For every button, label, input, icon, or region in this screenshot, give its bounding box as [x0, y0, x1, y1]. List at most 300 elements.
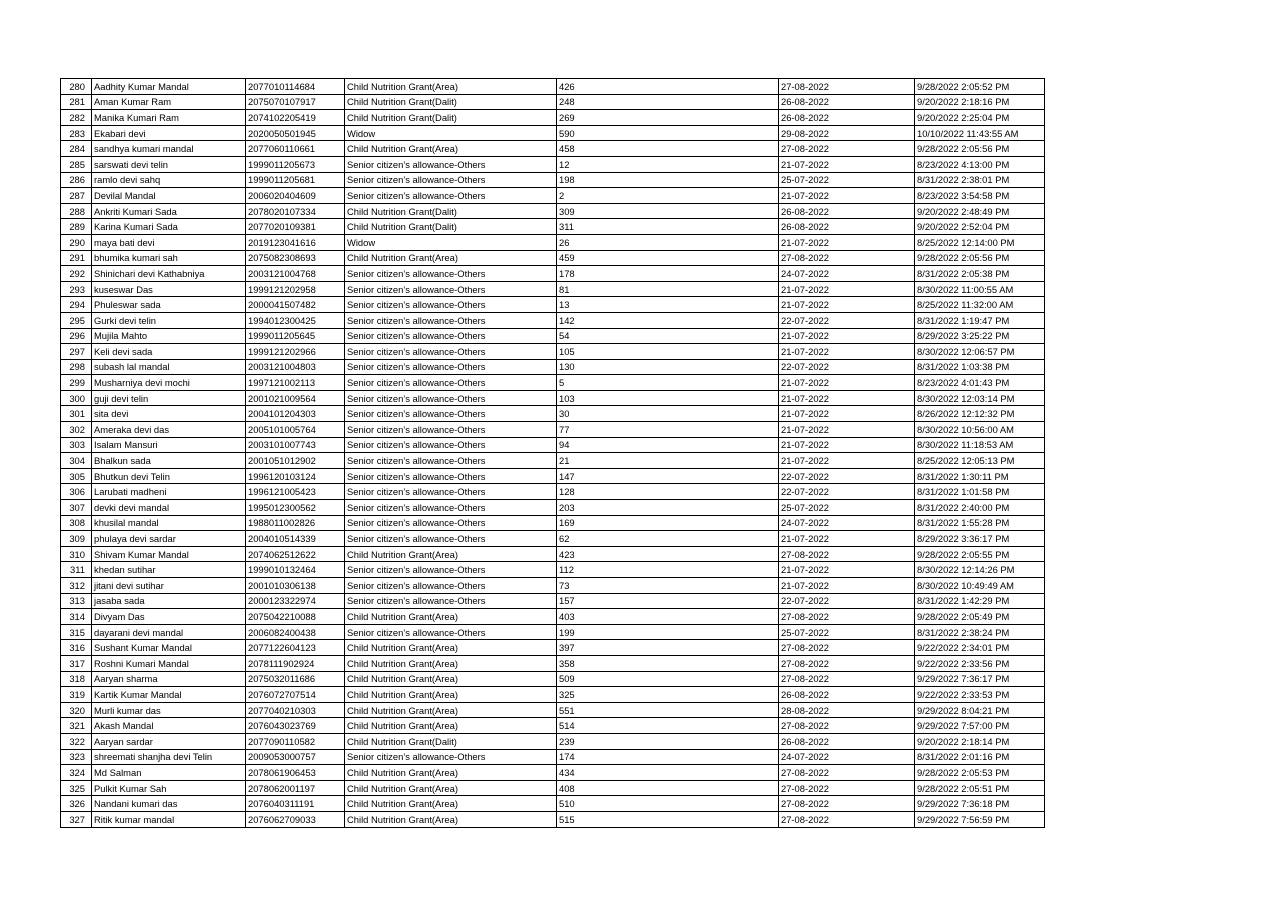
table-row	[61, 297, 1045, 313]
serial-number-cell: 291	[61, 250, 92, 266]
amount-cell: 590	[557, 125, 779, 141]
date-cell: 21-07-2022	[779, 188, 915, 204]
table-row	[61, 344, 1045, 360]
name-cell: Murli kumar das	[92, 702, 246, 718]
name-cell: Aman Kumar Ram	[92, 94, 246, 110]
serial-number-cell: 300	[61, 390, 92, 406]
name-cell: jitani devi sutihar	[92, 578, 246, 594]
table-body	[61, 79, 1045, 828]
amount-cell: 515	[557, 811, 779, 827]
allowance-type-cell: Child Nutrition Grant(Area)	[345, 718, 557, 734]
date-cell: 21-07-2022	[779, 437, 915, 453]
allowance-type-cell: Senior citizen’s allowance-Others	[345, 156, 557, 172]
name-cell: Phuleswar sada	[92, 297, 246, 313]
id-number-cell: 2077020109381	[246, 219, 345, 235]
timestamp-cell: 8/23/2022 4:13:00 PM	[915, 156, 1045, 172]
allowance-type-cell: Senior citizen’s allowance-Others	[345, 422, 557, 438]
allowance-type-cell: Child Nutrition Grant(Dalit)	[345, 110, 557, 126]
id-number-cell: 2075042210088	[246, 609, 345, 625]
name-cell: shreemati shanjha devi Telin	[92, 749, 246, 765]
id-number-cell: 2004010514339	[246, 531, 345, 547]
allowance-type-cell: Child Nutrition Grant(Area)	[345, 811, 557, 827]
name-cell: Aadhity Kumar Mandal	[92, 79, 246, 95]
amount-cell: 142	[557, 312, 779, 328]
amount-cell: 203	[557, 500, 779, 516]
id-number-cell: 2076040311191	[246, 796, 345, 812]
serial-number-cell: 316	[61, 640, 92, 656]
amount-cell: 408	[557, 780, 779, 796]
allowance-type-cell: Senior citizen’s allowance-Others	[345, 624, 557, 640]
name-cell: Ameraka devi das	[92, 422, 246, 438]
id-number-cell: 2006082400438	[246, 624, 345, 640]
allowance-type-cell: Senior citizen’s allowance-Others	[345, 531, 557, 547]
id-number-cell: 2075032011686	[246, 671, 345, 687]
id-number-cell: 2004101204303	[246, 406, 345, 422]
serial-number-cell: 308	[61, 515, 92, 531]
serial-number-cell: 289	[61, 219, 92, 235]
date-cell: 21-07-2022	[779, 297, 915, 313]
allowance-type-cell: Senior citizen’s allowance-Others	[345, 281, 557, 297]
allowance-type-cell: Child Nutrition Grant(Area)	[345, 655, 557, 671]
timestamp-cell: 9/28/2022 2:05:52 PM	[915, 79, 1045, 95]
id-number-cell: 2005101005764	[246, 422, 345, 438]
table-row	[61, 422, 1045, 438]
amount-cell: 309	[557, 203, 779, 219]
serial-number-cell: 324	[61, 765, 92, 781]
timestamp-cell: 8/30/2022 10:56:00 AM	[915, 422, 1045, 438]
date-cell: 27-08-2022	[779, 671, 915, 687]
allowance-type-cell: Child Nutrition Grant(Area)	[345, 546, 557, 562]
id-number-cell: 2076043023769	[246, 718, 345, 734]
id-number-cell: 2078111902924	[246, 655, 345, 671]
allowance-type-cell: Child Nutrition Grant(Area)	[345, 765, 557, 781]
table-row	[61, 515, 1045, 531]
amount-cell: 551	[557, 702, 779, 718]
allowance-type-cell: Senior citizen’s allowance-Others	[345, 344, 557, 360]
table-row	[61, 172, 1045, 188]
allowance-type-cell: Child Nutrition Grant(Area)	[345, 671, 557, 687]
name-cell: Akash Mandal	[92, 718, 246, 734]
timestamp-cell: 8/25/2022 11:32:00 AM	[915, 297, 1045, 313]
date-cell: 22-07-2022	[779, 593, 915, 609]
timestamp-cell: 8/31/2022 1:01:58 PM	[915, 484, 1045, 500]
serial-number-cell: 295	[61, 312, 92, 328]
id-number-cell: 1999011205673	[246, 156, 345, 172]
serial-number-cell: 280	[61, 79, 92, 95]
table-row	[61, 765, 1045, 781]
serial-number-cell: 286	[61, 172, 92, 188]
name-cell: khusilal mandal	[92, 515, 246, 531]
amount-cell: 13	[557, 297, 779, 313]
timestamp-cell: 9/20/2022 2:18:16 PM	[915, 94, 1045, 110]
serial-number-cell: 285	[61, 156, 92, 172]
timestamp-cell: 8/31/2022 1:03:38 PM	[915, 359, 1045, 375]
timestamp-cell: 9/22/2022 2:33:56 PM	[915, 655, 1045, 671]
timestamp-cell: 9/29/2022 7:36:17 PM	[915, 671, 1045, 687]
date-cell: 24-07-2022	[779, 749, 915, 765]
date-cell: 21-07-2022	[779, 531, 915, 547]
serial-number-cell: 282	[61, 110, 92, 126]
name-cell: khedan sutihar	[92, 562, 246, 578]
amount-cell: 81	[557, 281, 779, 297]
allowance-type-cell: Child Nutrition Grant(Area)	[345, 141, 557, 157]
date-cell: 21-07-2022	[779, 281, 915, 297]
date-cell: 27-08-2022	[779, 250, 915, 266]
name-cell: sita devi	[92, 406, 246, 422]
serial-number-cell: 307	[61, 500, 92, 516]
allowance-type-cell: Child Nutrition Grant(Area)	[345, 79, 557, 95]
id-number-cell: 1994012300425	[246, 312, 345, 328]
timestamp-cell: 8/31/2022 2:01:16 PM	[915, 749, 1045, 765]
amount-cell: 174	[557, 749, 779, 765]
serial-number-cell: 283	[61, 125, 92, 141]
date-cell: 21-07-2022	[779, 344, 915, 360]
allowance-type-cell: Senior citizen’s allowance-Others	[345, 406, 557, 422]
table-row	[61, 125, 1045, 141]
id-number-cell: 2076062709033	[246, 811, 345, 827]
timestamp-cell: 8/31/2022 2:05:38 PM	[915, 266, 1045, 282]
timestamp-cell: 8/31/2022 2:38:01 PM	[915, 172, 1045, 188]
name-cell: Ekabari devi	[92, 125, 246, 141]
name-cell: Sushant Kumar Mandal	[92, 640, 246, 656]
allowance-type-cell: Child Nutrition Grant(Area)	[345, 250, 557, 266]
table-row	[61, 312, 1045, 328]
name-cell: Divyam Das	[92, 609, 246, 625]
serial-number-cell: 311	[61, 562, 92, 578]
table-row	[61, 718, 1045, 734]
amount-cell: 130	[557, 359, 779, 375]
timestamp-cell: 9/29/2022 7:56:59 PM	[915, 811, 1045, 827]
timestamp-cell: 9/20/2022 2:52:04 PM	[915, 219, 1045, 235]
id-number-cell: 2003121004803	[246, 359, 345, 375]
date-cell: 21-07-2022	[779, 422, 915, 438]
serial-number-cell: 306	[61, 484, 92, 500]
serial-number-cell: 292	[61, 266, 92, 282]
date-cell: 26-08-2022	[779, 110, 915, 126]
id-number-cell: 1999011205645	[246, 328, 345, 344]
table-row	[61, 609, 1045, 625]
date-cell: 21-07-2022	[779, 562, 915, 578]
allowance-type-cell: Senior citizen’s allowance-Others	[345, 266, 557, 282]
timestamp-cell: 9/29/2022 8:04:21 PM	[915, 702, 1045, 718]
timestamp-cell: 8/30/2022 11:18:53 AM	[915, 437, 1045, 453]
timestamp-cell: 9/28/2022 2:05:53 PM	[915, 765, 1045, 781]
table-row	[61, 219, 1045, 235]
allowance-type-cell: Child Nutrition Grant(Area)	[345, 687, 557, 703]
table-row	[61, 203, 1045, 219]
name-cell: dayarani devi mandal	[92, 624, 246, 640]
id-number-cell: 2003121004768	[246, 266, 345, 282]
id-number-cell: 2077040210303	[246, 702, 345, 718]
timestamp-cell: 10/10/2022 11:43:55 AM	[915, 125, 1045, 141]
timestamp-cell: 9/28/2022 2:05:55 PM	[915, 546, 1045, 562]
amount-cell: 509	[557, 671, 779, 687]
name-cell: devki devi mandal	[92, 500, 246, 516]
serial-number-cell: 327	[61, 811, 92, 827]
date-cell: 27-08-2022	[779, 655, 915, 671]
table-row	[61, 484, 1045, 500]
name-cell: Shivam Kumar Mandal	[92, 546, 246, 562]
table-row	[61, 640, 1045, 656]
date-cell: 25-07-2022	[779, 624, 915, 640]
serial-number-cell: 281	[61, 94, 92, 110]
id-number-cell: 2001051012902	[246, 453, 345, 469]
amount-cell: 248	[557, 94, 779, 110]
id-number-cell: 2000041507482	[246, 297, 345, 313]
name-cell: kuseswar Das	[92, 281, 246, 297]
date-cell: 27-08-2022	[779, 796, 915, 812]
serial-number-cell: 313	[61, 593, 92, 609]
timestamp-cell: 8/30/2022 12:06:57 PM	[915, 344, 1045, 360]
name-cell: maya bati devi	[92, 234, 246, 250]
name-cell: Aaryan sardar	[92, 733, 246, 749]
name-cell: jasaba sada	[92, 593, 246, 609]
id-number-cell: 1996120103124	[246, 468, 345, 484]
amount-cell: 103	[557, 390, 779, 406]
table-row	[61, 811, 1045, 827]
serial-number-cell: 310	[61, 546, 92, 562]
name-cell: Manika Kumari Ram	[92, 110, 246, 126]
serial-number-cell: 299	[61, 375, 92, 391]
allowance-type-cell: Child Nutrition Grant(Dalit)	[345, 203, 557, 219]
amount-cell: 311	[557, 219, 779, 235]
date-cell: 22-07-2022	[779, 468, 915, 484]
table-row	[61, 468, 1045, 484]
serial-number-cell: 293	[61, 281, 92, 297]
allowance-type-cell: Senior citizen’s allowance-Others	[345, 312, 557, 328]
date-cell: 22-07-2022	[779, 359, 915, 375]
timestamp-cell: 9/22/2022 2:33:53 PM	[915, 687, 1045, 703]
serial-number-cell: 317	[61, 655, 92, 671]
amount-cell: 54	[557, 328, 779, 344]
serial-number-cell: 298	[61, 359, 92, 375]
timestamp-cell: 8/31/2022 1:55:28 PM	[915, 515, 1045, 531]
table-row	[61, 234, 1045, 250]
date-cell: 27-08-2022	[779, 718, 915, 734]
id-number-cell: 2019123041616	[246, 234, 345, 250]
timestamp-cell: 8/29/2022 3:25:22 PM	[915, 328, 1045, 344]
id-number-cell: 2003101007743	[246, 437, 345, 453]
amount-cell: 510	[557, 796, 779, 812]
amount-cell: 112	[557, 562, 779, 578]
timestamp-cell: 9/20/2022 2:18:14 PM	[915, 733, 1045, 749]
serial-number-cell: 305	[61, 468, 92, 484]
date-cell: 22-07-2022	[779, 484, 915, 500]
id-number-cell: 2078061906453	[246, 765, 345, 781]
amount-cell: 21	[557, 453, 779, 469]
date-cell: 21-07-2022	[779, 578, 915, 594]
id-number-cell: 1999010132464	[246, 562, 345, 578]
name-cell: Pulkit Kumar Sah	[92, 780, 246, 796]
timestamp-cell: 8/23/2022 3:54:58 PM	[915, 188, 1045, 204]
name-cell: Isalam Mansuri	[92, 437, 246, 453]
allowance-type-cell: Senior citizen’s allowance-Others	[345, 562, 557, 578]
name-cell: Karina Kumari Sada	[92, 219, 246, 235]
date-cell: 28-08-2022	[779, 702, 915, 718]
amount-cell: 426	[557, 79, 779, 95]
serial-number-cell: 325	[61, 780, 92, 796]
timestamp-cell: 8/23/2022 4:01:43 PM	[915, 375, 1045, 391]
amount-cell: 157	[557, 593, 779, 609]
allowance-type-cell: Senior citizen’s allowance-Others	[345, 188, 557, 204]
table-row	[61, 546, 1045, 562]
amount-cell: 199	[557, 624, 779, 640]
date-cell: 27-08-2022	[779, 141, 915, 157]
id-number-cell: 2006020404609	[246, 188, 345, 204]
amount-cell: 77	[557, 422, 779, 438]
allowance-type-cell: Child Nutrition Grant(Area)	[345, 702, 557, 718]
amount-cell: 73	[557, 578, 779, 594]
name-cell: Keli devi sada	[92, 344, 246, 360]
serial-number-cell: 320	[61, 702, 92, 718]
amount-cell: 128	[557, 484, 779, 500]
amount-cell: 105	[557, 344, 779, 360]
amount-cell: 5	[557, 375, 779, 391]
table-row	[61, 780, 1045, 796]
amount-cell: 147	[557, 468, 779, 484]
amount-cell: 94	[557, 437, 779, 453]
allowance-type-cell: Senior citizen’s allowance-Others	[345, 297, 557, 313]
amount-cell: 397	[557, 640, 779, 656]
timestamp-cell: 8/30/2022 12:14:26 PM	[915, 562, 1045, 578]
name-cell: Ankriti Kumari Sada	[92, 203, 246, 219]
id-number-cell: 1997121002113	[246, 375, 345, 391]
date-cell: 27-08-2022	[779, 609, 915, 625]
table-row	[61, 578, 1045, 594]
date-cell: 21-07-2022	[779, 328, 915, 344]
id-number-cell: 2020050501945	[246, 125, 345, 141]
amount-cell: 458	[557, 141, 779, 157]
allowance-type-cell: Child Nutrition Grant(Dalit)	[345, 733, 557, 749]
amount-cell: 358	[557, 655, 779, 671]
id-number-cell: 1996121005423	[246, 484, 345, 500]
table-row	[61, 94, 1045, 110]
allowance-type-cell: Senior citizen’s allowance-Others	[345, 375, 557, 391]
date-cell: 21-07-2022	[779, 453, 915, 469]
table-row	[61, 624, 1045, 640]
date-cell: 24-07-2022	[779, 515, 915, 531]
allowance-type-cell: Senior citizen’s allowance-Others	[345, 390, 557, 406]
amount-cell: 178	[557, 266, 779, 282]
table-row	[61, 796, 1045, 812]
serial-number-cell: 287	[61, 188, 92, 204]
name-cell: Musharniya devi mochi	[92, 375, 246, 391]
date-cell: 21-07-2022	[779, 234, 915, 250]
timestamp-cell: 8/30/2022 11:00:55 AM	[915, 281, 1045, 297]
table-row	[61, 188, 1045, 204]
date-cell: 26-08-2022	[779, 94, 915, 110]
serial-number-cell: 290	[61, 234, 92, 250]
name-cell: subash lal mandal	[92, 359, 246, 375]
serial-number-cell: 323	[61, 749, 92, 765]
table-row	[61, 110, 1045, 126]
timestamp-cell: 8/31/2022 1:30:11 PM	[915, 468, 1045, 484]
id-number-cell: 1999011205681	[246, 172, 345, 188]
allowance-type-cell: Child Nutrition Grant(Dalit)	[345, 219, 557, 235]
amount-cell: 423	[557, 546, 779, 562]
serial-number-cell: 314	[61, 609, 92, 625]
name-cell: Mujila Mahto	[92, 328, 246, 344]
amount-cell: 198	[557, 172, 779, 188]
date-cell: 27-08-2022	[779, 640, 915, 656]
amount-cell: 459	[557, 250, 779, 266]
allowance-type-cell: Child Nutrition Grant(Area)	[345, 609, 557, 625]
table-row	[61, 250, 1045, 266]
amount-cell: 26	[557, 234, 779, 250]
amount-cell: 62	[557, 531, 779, 547]
table-row	[61, 655, 1045, 671]
name-cell: bhumika kumari sah	[92, 250, 246, 266]
allowance-type-cell: Senior citizen’s allowance-Others	[345, 484, 557, 500]
date-cell: 21-07-2022	[779, 406, 915, 422]
id-number-cell: 1988011002826	[246, 515, 345, 531]
id-number-cell: 2077090110582	[246, 733, 345, 749]
name-cell: sandhya kumari mandal	[92, 141, 246, 157]
name-cell: Devilal Mandal	[92, 188, 246, 204]
date-cell: 29-08-2022	[779, 125, 915, 141]
serial-number-cell: 309	[61, 531, 92, 547]
serial-number-cell: 304	[61, 453, 92, 469]
name-cell: Larubati madheni	[92, 484, 246, 500]
table-row	[61, 733, 1045, 749]
id-number-cell: 2077122604123	[246, 640, 345, 656]
serial-number-cell: 288	[61, 203, 92, 219]
allowance-type-cell: Senior citizen’s allowance-Others	[345, 359, 557, 375]
table-row	[61, 687, 1045, 703]
timestamp-cell: 9/20/2022 2:25:04 PM	[915, 110, 1045, 126]
date-cell: 27-08-2022	[779, 79, 915, 95]
table-row	[61, 79, 1045, 95]
serial-number-cell: 297	[61, 344, 92, 360]
table-row	[61, 375, 1045, 391]
allowance-type-cell: Senior citizen’s allowance-Others	[345, 749, 557, 765]
timestamp-cell: 9/29/2022 7:57:00 PM	[915, 718, 1045, 734]
table-row	[61, 266, 1045, 282]
serial-number-cell: 319	[61, 687, 92, 703]
allowance-type-cell: Widow	[345, 234, 557, 250]
date-cell: 21-07-2022	[779, 390, 915, 406]
table-row	[61, 390, 1045, 406]
date-cell: 27-08-2022	[779, 780, 915, 796]
serial-number-cell: 303	[61, 437, 92, 453]
id-number-cell: 1995012300562	[246, 500, 345, 516]
serial-number-cell: 302	[61, 422, 92, 438]
name-cell: Bhalkun sada	[92, 453, 246, 469]
timestamp-cell: 8/26/2022 12:12:32 PM	[915, 406, 1045, 422]
timestamp-cell: 9/28/2022 2:05:56 PM	[915, 250, 1045, 266]
date-cell: 24-07-2022	[779, 266, 915, 282]
date-cell: 21-07-2022	[779, 156, 915, 172]
table-row	[61, 406, 1045, 422]
id-number-cell: 2001010306138	[246, 578, 345, 594]
date-cell: 26-08-2022	[779, 219, 915, 235]
date-cell: 26-08-2022	[779, 687, 915, 703]
serial-number-cell: 326	[61, 796, 92, 812]
amount-cell: 30	[557, 406, 779, 422]
id-number-cell: 2075082308693	[246, 250, 345, 266]
date-cell: 25-07-2022	[779, 172, 915, 188]
allowance-type-cell: Widow	[345, 125, 557, 141]
table-row	[61, 328, 1045, 344]
name-cell: phulaya devi sardar	[92, 531, 246, 547]
allowance-type-cell: Senior citizen’s allowance-Others	[345, 593, 557, 609]
name-cell: Shinichari devi Kathabniya	[92, 266, 246, 282]
timestamp-cell: 8/31/2022 1:42:29 PM	[915, 593, 1045, 609]
amount-cell: 269	[557, 110, 779, 126]
id-number-cell: 2000123322974	[246, 593, 345, 609]
serial-number-cell: 296	[61, 328, 92, 344]
id-number-cell: 2009053000757	[246, 749, 345, 765]
